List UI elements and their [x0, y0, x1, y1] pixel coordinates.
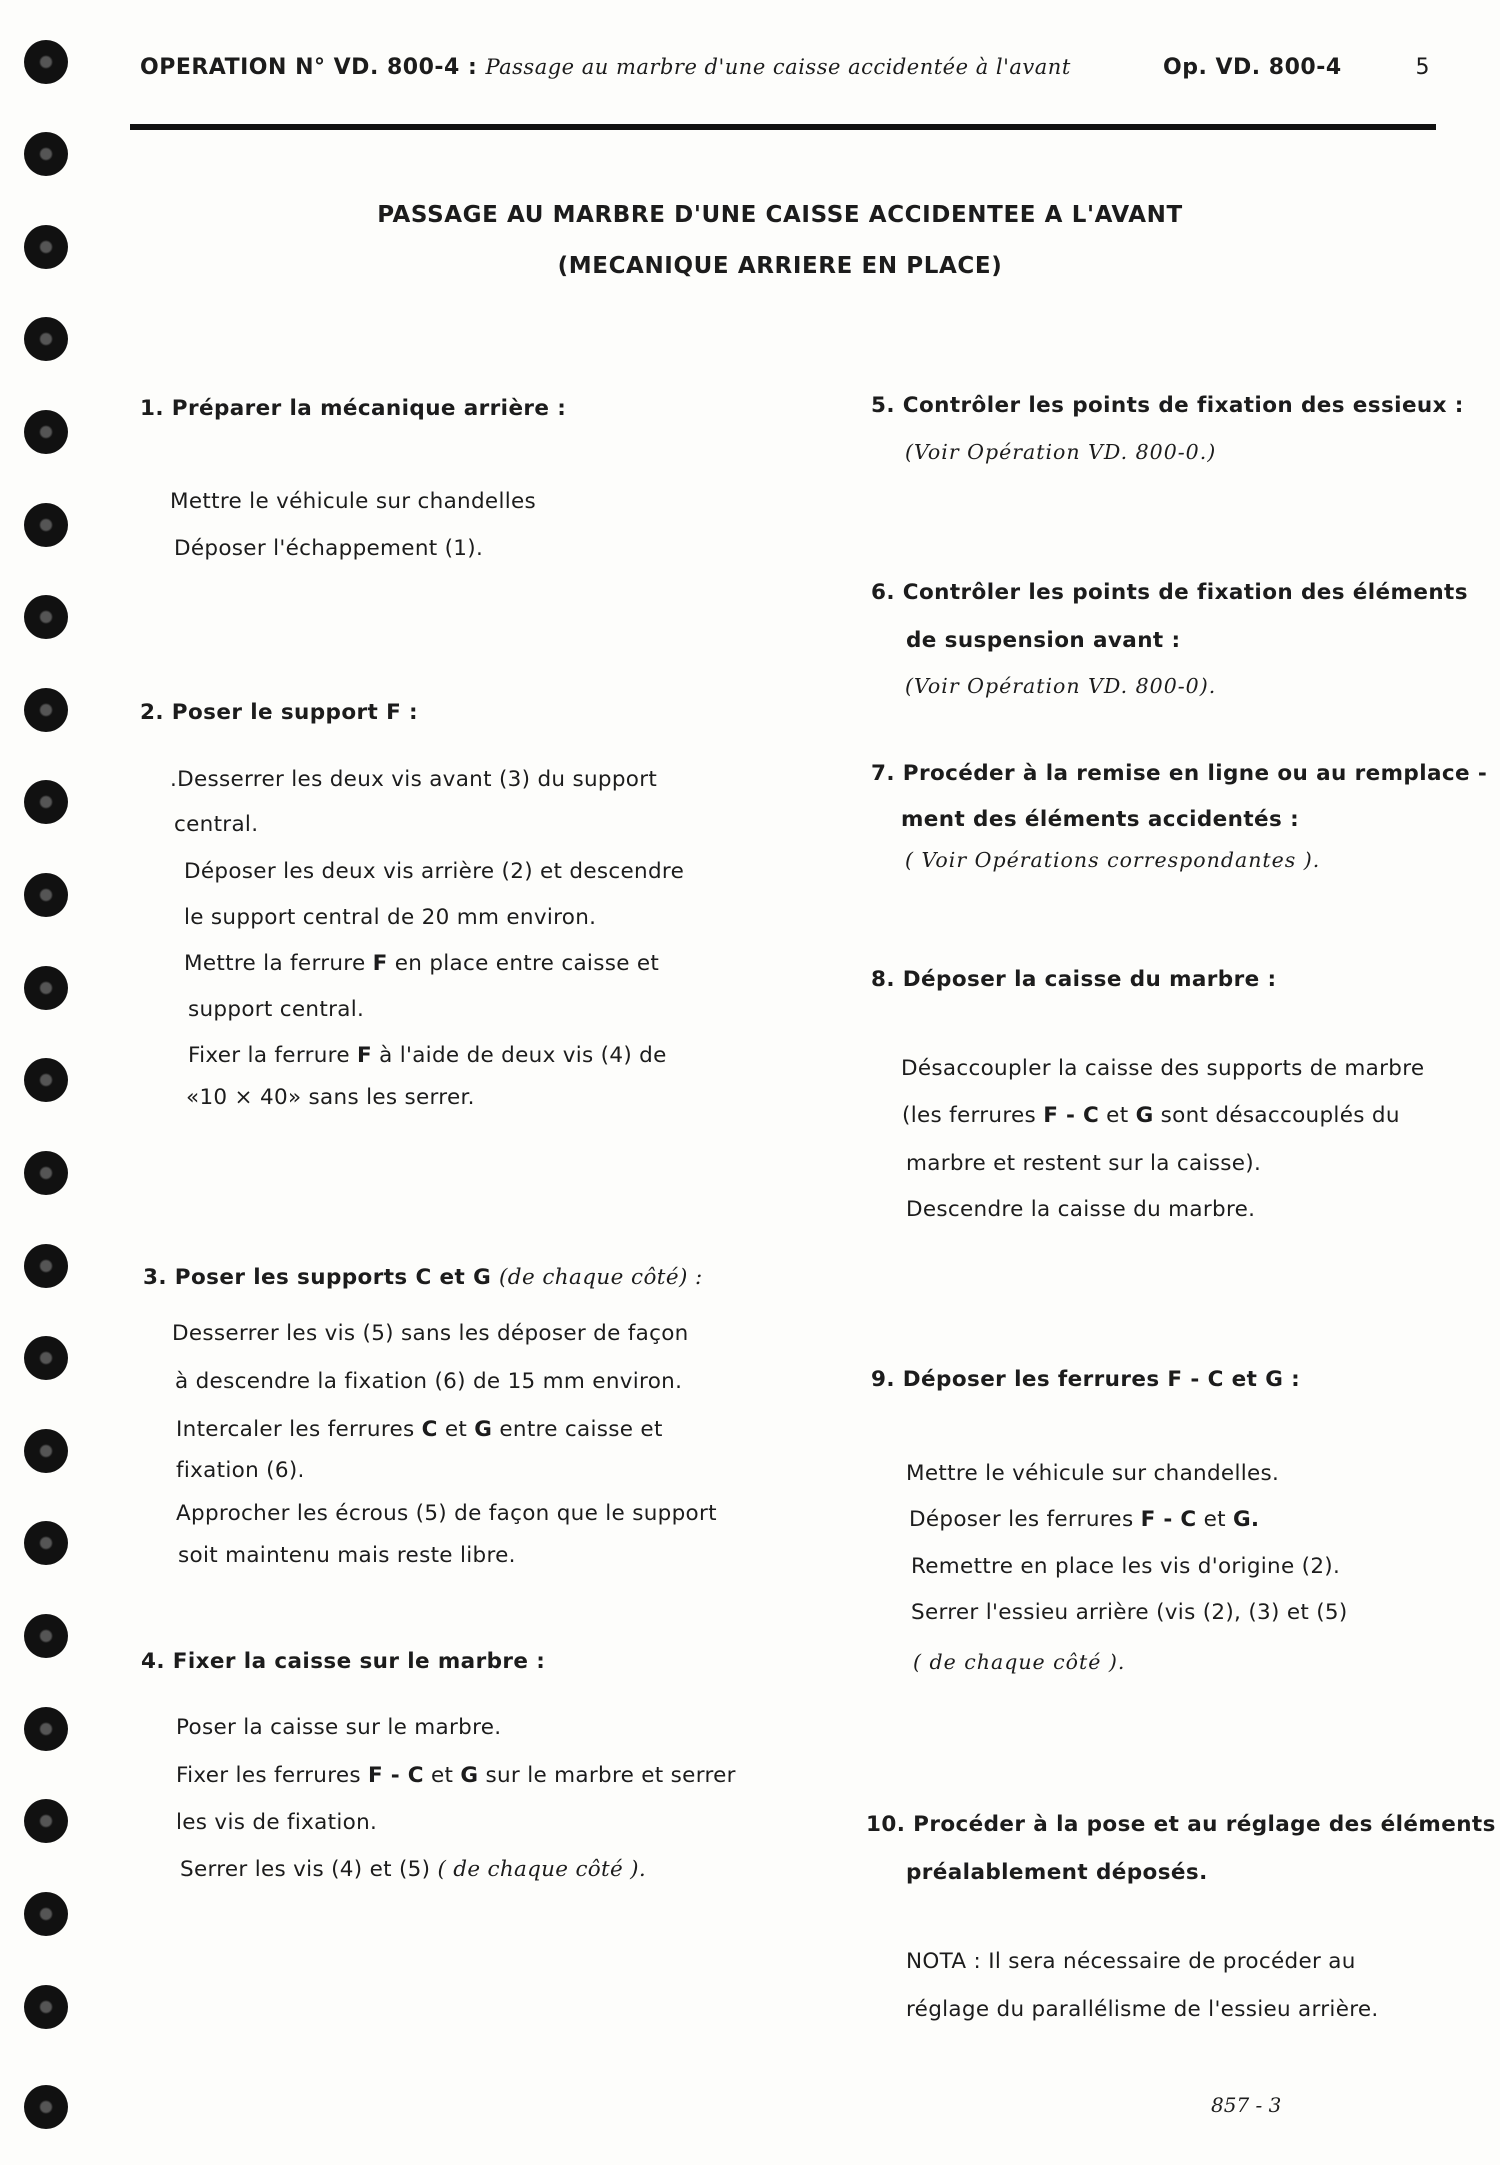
step-4-heading: 4. Fixer la caisse sur le marbre :: [141, 1649, 546, 1674]
step-7-heading: 7. Procéder à la remise en ligne ou au remplace -: [871, 761, 1488, 786]
binder-hole: [24, 503, 68, 547]
step-1-heading: 1. Préparer la mécanique arrière :: [140, 396, 567, 421]
step-5-heading: 5. Contrôler les points de fixation des essieux :: [871, 393, 1464, 418]
step-8-line: (les ferrures F - C et G sont désaccouplés du: [902, 1103, 1400, 1128]
step-4-line: Fixer les ferrures F - C et G sur le marbre et serrer: [176, 1763, 736, 1788]
binder-hole: [24, 317, 68, 361]
binder-hole: [24, 410, 68, 454]
binder-hole: [24, 595, 68, 639]
step-7-reference: ( Voir Opérations correspondantes ).: [905, 848, 1321, 872]
step-9-heading: 9. Déposer les ferrures F - C et G :: [871, 1367, 1301, 1392]
binder-hole: [24, 1521, 68, 1565]
step-2-line: central.: [174, 812, 259, 837]
step-2-line: «10 × 40» sans les serrer.: [186, 1085, 475, 1110]
step-2-line: Fixer la ferrure F à l'aide de deux vis (4) de: [188, 1043, 667, 1068]
step-2-line: Mettre la ferrure F en place entre caisse et: [184, 951, 660, 976]
binder-hole: [24, 1707, 68, 1751]
binder-hole: [24, 1336, 68, 1380]
step-10-line: préalablement déposés.: [906, 1860, 1208, 1885]
step-8-heading: 8. Déposer la caisse du marbre :: [871, 967, 1277, 992]
binder-hole: [24, 780, 68, 824]
step-1-line: Déposer l'échappement (1).: [174, 536, 484, 561]
binder-hole: [24, 1985, 68, 2029]
step-2-line: .Desserrer les deux vis avant (3) du support: [170, 767, 658, 792]
page-subtitle: (MECANIQUE ARRIERE EN PLACE): [557, 253, 1003, 279]
page-number: 5: [1415, 55, 1430, 80]
step-6-line: de suspension avant :: [906, 628, 1181, 653]
binder-hole: [24, 1244, 68, 1288]
step-3-heading: 3. Poser les supports C et G (de chaque côté) :: [143, 1265, 703, 1290]
step-4-line: Poser la caisse sur le marbre.: [176, 1715, 502, 1740]
step-2-line: le support central de 20 mm environ.: [184, 905, 597, 930]
step-4-line: les vis de fixation.: [176, 1810, 378, 1835]
nota-line: NOTA : Il sera nécessaire de procéder au: [906, 1949, 1356, 1974]
binder-holes: [0, 0, 100, 2165]
page-header: [140, 55, 1430, 95]
step-2-heading: 2. Poser le support F :: [140, 700, 419, 725]
step-8-line: Descendre la caisse du marbre.: [906, 1197, 1256, 1222]
binder-hole: [24, 688, 68, 732]
step-3-line: à descendre la fixation (6) de 15 mm environ.: [175, 1369, 683, 1394]
binder-hole: [24, 1614, 68, 1658]
step-3-line: Intercaler les ferrures C et G entre caisse et: [176, 1417, 663, 1442]
step-6-reference: (Voir Opération VD. 800-0).: [905, 674, 1217, 698]
page-title: PASSAGE AU MARBRE D'UNE CAISSE ACCIDENTEE A L'AVANT: [377, 202, 1183, 228]
binder-hole: [24, 40, 68, 84]
step-3-line: fixation (6).: [176, 1458, 305, 1483]
nota-line: réglage du parallélisme de l'essieu arrière.: [906, 1997, 1379, 2022]
binder-hole: [24, 1429, 68, 1473]
binder-hole: [24, 2085, 68, 2129]
binder-hole: [24, 1799, 68, 1843]
step-1-line: Mettre le véhicule sur chandelles: [170, 489, 537, 514]
step-9-line: Remettre en place les vis d'origine (2).: [911, 1554, 1341, 1579]
binder-hole: [24, 873, 68, 917]
step-8-line: Désaccoupler la caisse des supports de marbre: [901, 1056, 1425, 1081]
step-4-line: Serrer les vis (4) et (5) ( de chaque côté ).: [180, 1857, 646, 1882]
operation-ref: Op. VD. 800-4: [1163, 55, 1342, 80]
operation-label: OPERATION N° VD. 800-4 : Passage au marbre d'une caisse accidentée à l'avant: [140, 55, 1071, 80]
step-9-line: ( de chaque côté ).: [913, 1650, 1126, 1674]
binder-hole: [24, 966, 68, 1010]
step-9-line: Serrer l'essieu arrière (vis (2), (3) et (5): [911, 1600, 1348, 1625]
binder-hole: [24, 1058, 68, 1102]
step-7-line: ment des éléments accidentés :: [901, 807, 1300, 832]
footer-code: 857 - 3: [1211, 2093, 1282, 2117]
step-3-line: Approcher les écrous (5) de façon que le support: [176, 1501, 717, 1526]
binder-hole: [24, 225, 68, 269]
step-6-heading: 6. Contrôler les points de fixation des éléments: [871, 580, 1468, 605]
step-3-line: Desserrer les vis (5) sans les déposer de façon: [172, 1321, 689, 1346]
step-8-line: marbre et restent sur la caisse).: [906, 1151, 1262, 1176]
binder-hole: [24, 1892, 68, 1936]
step-2-line: support central.: [188, 997, 365, 1022]
binder-hole: [24, 1151, 68, 1195]
step-9-line: Déposer les ferrures F - C et G.: [909, 1507, 1260, 1532]
step-10-heading: 10. Procéder à la pose et au réglage des éléments: [866, 1812, 1496, 1837]
step-2-line: Déposer les deux vis arrière (2) et descendre: [184, 859, 685, 884]
step-3-line: soit maintenu mais reste libre.: [178, 1543, 516, 1568]
step-9-line: Mettre le véhicule sur chandelles.: [906, 1461, 1280, 1486]
header-rule: [130, 124, 1436, 130]
operation-title: Passage au marbre d'une caisse accidentée à l'avant: [485, 55, 1071, 79]
step-5-reference: (Voir Opération VD. 800-0.): [905, 440, 1217, 464]
binder-hole: [24, 132, 68, 176]
